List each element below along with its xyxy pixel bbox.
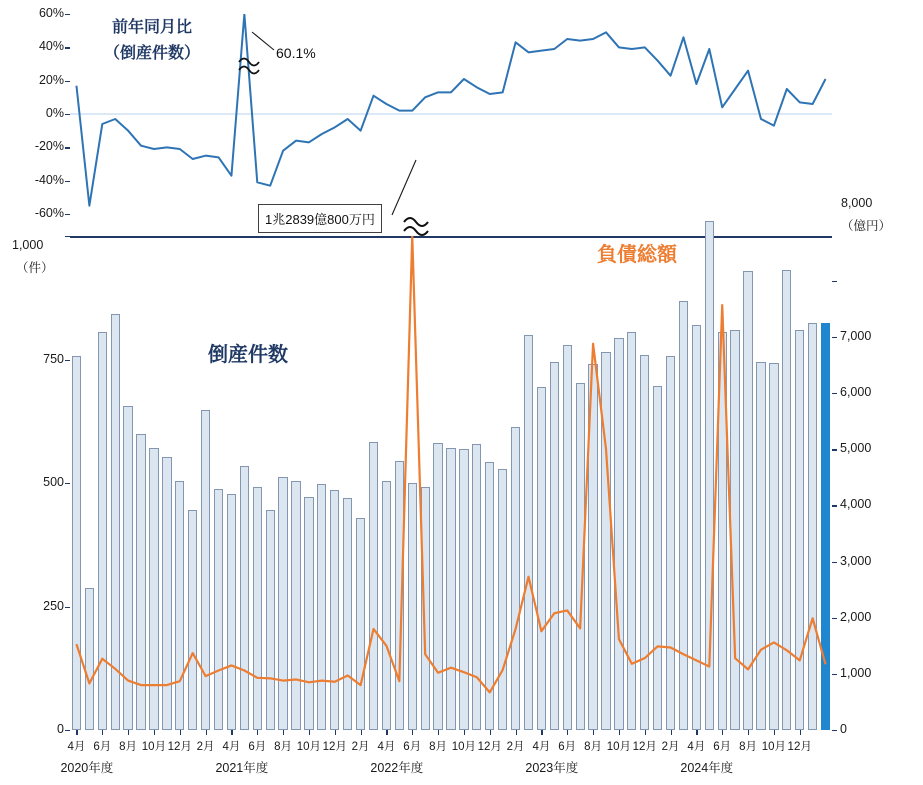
month-label-2: 6月 (93, 741, 112, 753)
month-label-6: 10月 (141, 741, 167, 753)
month-tickmark-54 (774, 730, 775, 735)
yoy-tickmark-6 (65, 214, 70, 215)
month-label-56: 12月 (787, 741, 812, 753)
liab-tick-7: 1,000 (840, 665, 872, 680)
month-tickmark-16 (283, 730, 284, 735)
count-tickmark-3 (65, 607, 70, 608)
month-label-8: 12月 (167, 741, 192, 753)
month-label-34: 2月 (506, 741, 525, 753)
yoy-tickmark-0 (65, 14, 70, 15)
month-label-20: 12月 (322, 741, 347, 753)
month-tickmark-10 (206, 730, 207, 735)
count-tick-2: 500 (43, 475, 64, 489)
month-tickmark-48 (696, 730, 697, 735)
month-tickmark-40 (593, 730, 594, 735)
liab-tick-5: 3,000 (840, 553, 872, 568)
yoy-tick-5: -40% (34, 172, 64, 187)
month-label-32: 12月 (477, 741, 502, 753)
month-label-16: 8月 (274, 741, 293, 753)
month-label-44: 12月 (632, 741, 657, 753)
month-label-0: 4月 (67, 741, 86, 753)
count-tickmark-1 (65, 360, 70, 361)
month-tickmark-22 (361, 730, 362, 735)
bankruptcy-count-label: 倒産件数 (208, 344, 288, 366)
liab-tick-3: 5,000 (840, 441, 872, 456)
liab-tick-4: 4,000 (840, 497, 872, 512)
month-label-22: 2月 (351, 741, 370, 753)
month-label-48: 4月 (687, 741, 706, 753)
liab-tickmark-8 (832, 730, 837, 731)
count-tickmark-2 (65, 483, 70, 484)
month-label-50: 6月 (713, 741, 732, 753)
month-label-54: 10月 (761, 741, 787, 753)
month-tickmark-20 (335, 730, 336, 735)
month-label-26: 6月 (403, 741, 422, 753)
month-label-28: 8月 (429, 741, 448, 753)
yoy-tickmark-2 (65, 81, 70, 82)
count-axis-unit: （件） (16, 261, 54, 275)
month-tickmark-2 (102, 730, 103, 735)
liab-tickmark-1 (832, 337, 837, 338)
month-tickmark-0 (76, 730, 77, 735)
count-tickmark-0 (65, 236, 70, 237)
month-tickmark-6 (154, 730, 155, 735)
month-label-30: 10月 (451, 741, 477, 753)
month-label-12: 4月 (222, 741, 241, 753)
yoy-tick-6: -60% (34, 206, 64, 220)
liab-tickmark-4 (832, 505, 837, 506)
count-tick-4: 0 (57, 722, 64, 736)
yoy-tickmark-1 (65, 47, 70, 48)
liab-tick-1: 7,000 (840, 329, 872, 344)
count-tick-1: 750 (43, 351, 64, 366)
month-tickmark-38 (567, 730, 568, 735)
month-tickmark-24 (386, 730, 387, 735)
yoy-tickmark-3 (65, 114, 70, 115)
fiscal-year-2: 2022年度 (370, 761, 424, 775)
month-tickmark-32 (490, 730, 491, 735)
liabilities-axis-unit: （億円） (841, 219, 892, 233)
month-tickmark-4 (128, 730, 129, 735)
month-label-14: 6月 (248, 741, 267, 753)
month-tickmark-42 (619, 730, 620, 735)
yoy-tick-2: 20% (38, 72, 64, 87)
fiscal-year-3: 2023年度 (525, 761, 579, 775)
liab-tick-2: 6,000 (840, 385, 872, 400)
month-tickmark-18 (309, 730, 310, 735)
yoy-tick-1: 40% (38, 39, 64, 54)
yoy-tick-0: 60% (38, 6, 64, 20)
month-label-10: 2月 (196, 741, 215, 753)
month-tickmark-14 (257, 730, 258, 735)
count-tickmark-4 (65, 730, 70, 731)
month-tickmark-8 (180, 730, 181, 735)
liab-tickmark-3 (832, 449, 837, 450)
yoy-tickmark-5 (65, 181, 70, 182)
month-tickmark-56 (800, 730, 801, 735)
yoy-tick-3: 0% (45, 106, 64, 120)
main-plot (70, 236, 832, 730)
month-tickmark-36 (541, 730, 542, 735)
count-tick-3: 250 (43, 598, 64, 613)
count-axis-top-label: 1,000 (12, 238, 44, 252)
yoy-tickmark-4 (65, 147, 70, 148)
month-tickmark-50 (722, 730, 723, 735)
month-tickmark-28 (438, 730, 439, 735)
total-liabilities-label: 負債総額 (597, 244, 677, 266)
liab-tick-6: 2,000 (840, 609, 872, 624)
yoy-tick-4: -20% (34, 139, 64, 154)
fiscal-year-1: 2021年度 (215, 761, 269, 775)
month-tickmark-26 (412, 730, 413, 735)
month-label-42: 10月 (606, 741, 632, 753)
liab-tickmark-0 (832, 281, 837, 282)
month-tickmark-46 (671, 730, 672, 735)
liabilities-axis-top-label: 8,000 (841, 196, 873, 210)
yoy-peak-annotation: 60.1% (276, 45, 316, 61)
liab-tickmark-6 (832, 618, 837, 619)
fiscal-year-0: 2020年度 (60, 761, 114, 775)
month-tickmark-34 (516, 730, 517, 735)
month-label-52: 8月 (739, 741, 757, 753)
liabilities-peak-annotation: 1兆2839億800万円 (258, 204, 382, 233)
liabilities-line-svg (70, 236, 832, 730)
liab-tickmark-2 (832, 393, 837, 394)
yoy-title-line2: （倒産件数） (104, 45, 201, 62)
yoy-title-line1: 前年同月比 (112, 19, 193, 36)
month-tickmark-44 (645, 730, 646, 735)
month-label-36: 4月 (532, 741, 551, 753)
month-label-24: 4月 (377, 741, 396, 753)
month-label-18: 10月 (296, 741, 322, 753)
month-tickmark-30 (464, 730, 465, 735)
liab-tickmark-7 (832, 674, 837, 675)
liab-tickmark-5 (832, 562, 837, 563)
month-label-38: 6月 (558, 741, 577, 753)
liab-tick-8: 0 (840, 722, 847, 736)
month-label-4: 8月 (119, 741, 138, 753)
month-label-46: 2月 (661, 741, 680, 753)
month-tickmark-52 (748, 730, 749, 735)
month-tickmark-12 (231, 730, 232, 735)
month-label-40: 8月 (584, 741, 603, 753)
fiscal-year-4: 2024年度 (680, 761, 734, 775)
